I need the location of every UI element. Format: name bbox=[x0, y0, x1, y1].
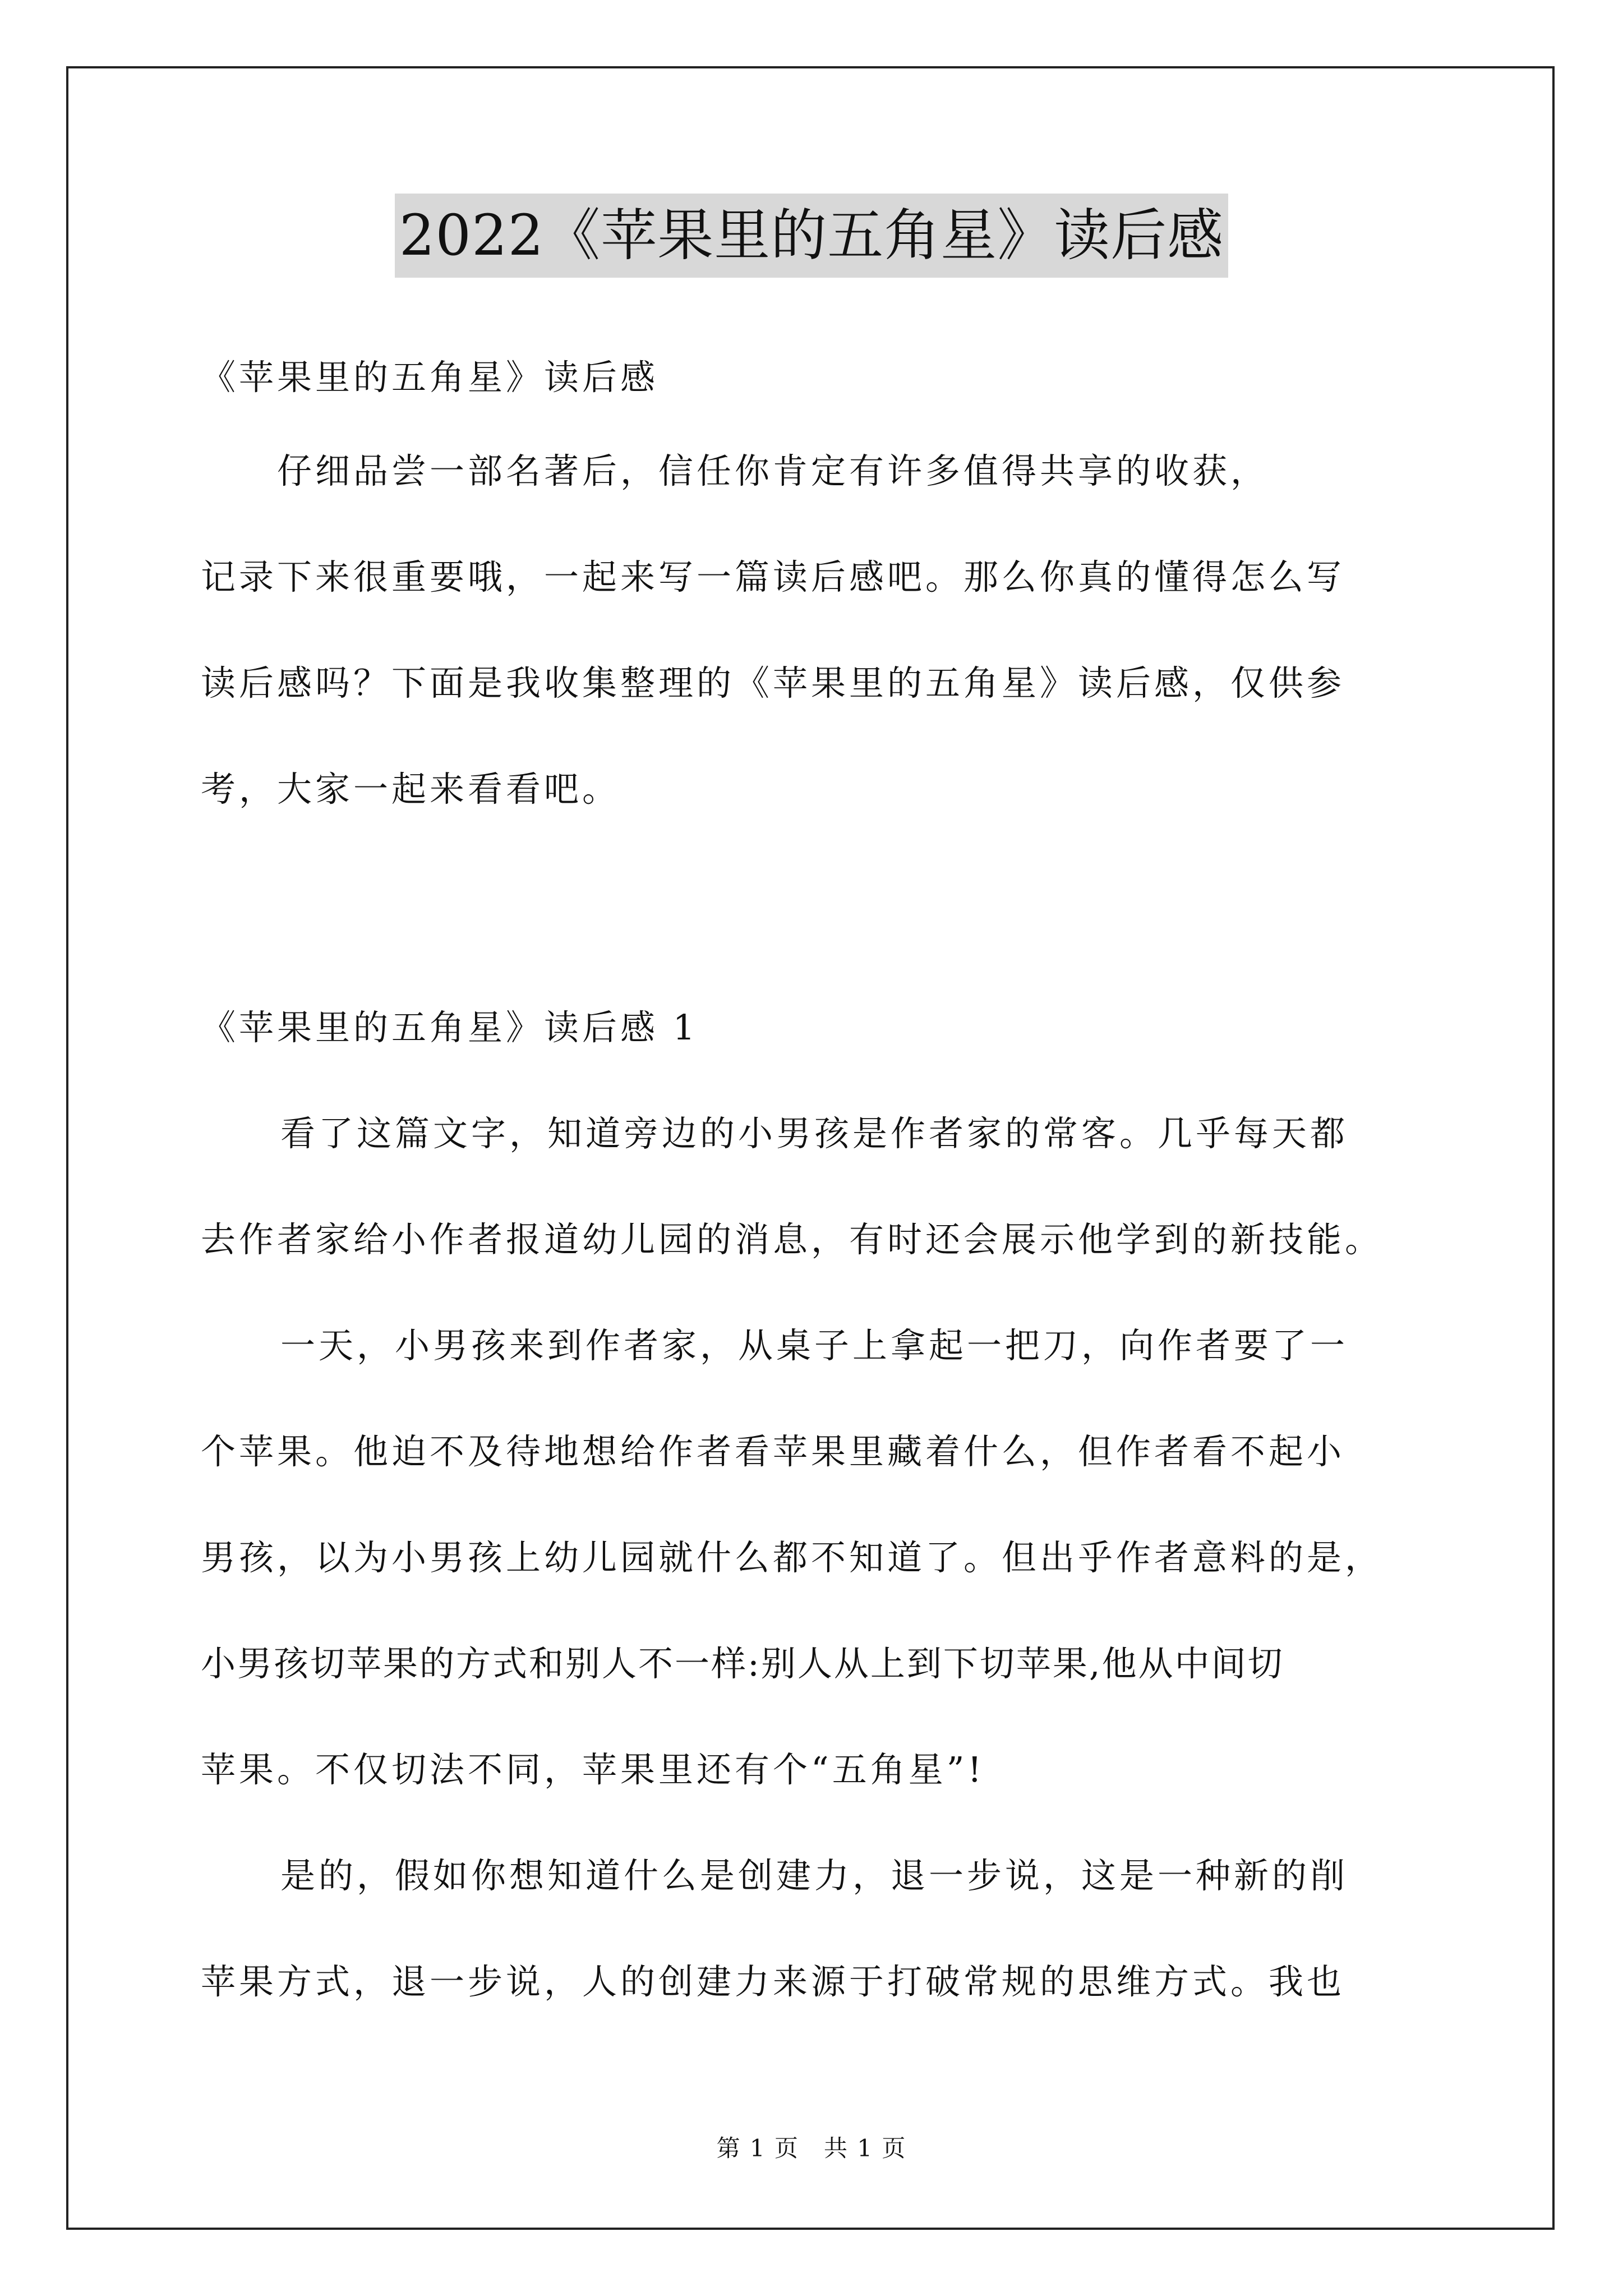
paragraph-line: 看了这篇文字，知道旁边的小男孩是作者家的常客。几乎每天都 bbox=[280, 1113, 1349, 1154]
page-footer: 第 1 页 共 1 页 bbox=[716, 2134, 907, 2162]
paragraph-line: 记录下来很重要哦，一起来写一篇读后感吧。那么你真的懂得怎么写 bbox=[201, 556, 1345, 597]
paragraph-line: 苹果方式，退一步说，人的创建力来源于打破常规的思维方式。我也 bbox=[201, 1961, 1345, 2002]
document-title-text: 2022《苹果里的五角星》读后感 bbox=[395, 194, 1229, 278]
paragraph-line: 去作者家给小作者报道幼儿园的消息，有时还会展示他学到的新技能。 bbox=[201, 1219, 1384, 1260]
paragraph-line: 苹果。不仅切法不同，苹果里还有个“五角星”! bbox=[201, 1749, 985, 1790]
paragraph-line: 读后感吗？下面是我收集整理的《苹果里的五角星》读后感，仅供参 bbox=[201, 662, 1345, 703]
paragraph-line: 是的，假如你想知道什么是创建力，退一步说，这是一种新的削 bbox=[280, 1855, 1349, 1896]
paragraph-line: 考，大家一起来看看吧。 bbox=[201, 769, 621, 809]
section-heading: 《苹果里的五角星》读后感 1 bbox=[201, 1007, 699, 1048]
paragraph-line: 个苹果。他迫不及待地想给作者看苹果里藏着什么，但作者看不起小 bbox=[201, 1431, 1345, 1472]
paragraph-line: 一天，小男孩来到作者家，从桌子上拿起一把刀，向作者要了一 bbox=[280, 1325, 1349, 1366]
paragraph-line: 男孩，以为小男孩上幼儿园就什么都不知道了。但出乎作者意料的是， bbox=[201, 1537, 1384, 1578]
paragraph-line: 小男孩切苹果的方式和别人不一样:别人从上到下切苹果,他从中间切 bbox=[201, 1643, 1284, 1684]
document-title bbox=[0, 194, 1623, 278]
subtitle-line: 《苹果里的五角星》读后感 bbox=[201, 357, 659, 398]
paragraph-line: 仔细品尝一部名著后，信任你肯定有许多值得共享的收获， bbox=[201, 450, 1269, 491]
